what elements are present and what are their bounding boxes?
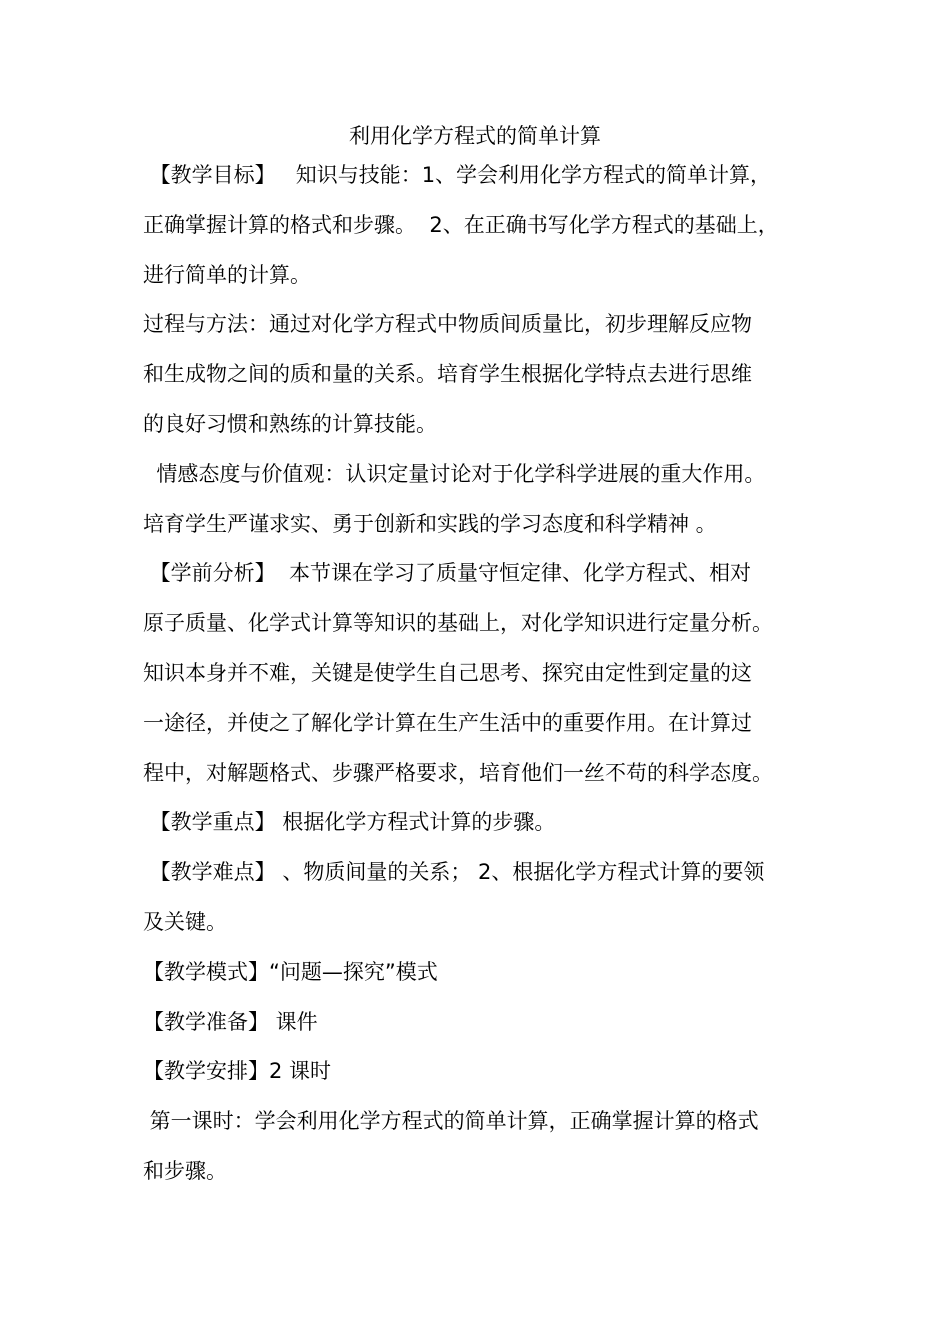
document-body: [143, 160, 813, 1206]
text-line: 【学前分析】 本节课在学习了质量守恒定律、化学方程式、相对: [143, 561, 752, 586]
text-line: 原子质量、化学式计算等知识的基础上，对化学知识进行定量分析。: [143, 611, 773, 636]
text-line: 过程与方法：通过对化学方程式中物质间质量比，初步理解反应物: [143, 312, 752, 337]
text-line: 和生成物之间的质和量的关系。培育学生根据化学特点去进行思维: [143, 362, 752, 387]
text-line: 【教学重点】 根据化学方程式计算的步骤。: [143, 810, 556, 835]
text-line: 【教学准备】 课件: [143, 1009, 318, 1034]
text-line: 情感态度与价值观：认识定量讨论对于化学科学进展的重大作用。: [143, 461, 766, 486]
text-line: 及关键。: [143, 909, 227, 934]
text-line: 的良好习惯和熟练的计算技能。: [143, 411, 437, 436]
text-line: 和步骤。: [143, 1158, 227, 1183]
text-line: 培育学生严谨求实、勇于创新和实践的学习态度和科学精神 。: [143, 511, 717, 536]
text-line: 【教学安排】2 课时: [143, 1059, 332, 1084]
text-line: 【教学模式】“问题—探究”模式: [143, 959, 438, 984]
document-title: 利用化学方程式的简单计算: [349, 124, 601, 148]
text-line: 一途径，并使之了解化学计算在生产生活中的重要作用。在计算过: [143, 710, 752, 735]
text-line: 正确掌握计算的格式和步骤。 2、在正确书写化学方程式的基础上，: [143, 212, 779, 237]
text-line: 【教学难点】 、物质间量的关系； 2、根据化学方程式计算的要领: [143, 860, 765, 885]
text-line: 知识本身并不难，关键是使学生自己思考、探究由定性到定量的这: [143, 660, 752, 685]
text-line: 第一课时：学会利用化学方程式的简单计算，正确掌握计算的格式: [143, 1109, 759, 1134]
text-line: 进行简单的计算。: [143, 262, 311, 287]
text-line: 程中，对解题格式、步骤严格要求，培育他们一丝不苟的科学态度。: [143, 760, 773, 785]
text-line: 【教学目标】 知识与技能：1、学会利用化学方程式的简单计算，: [143, 163, 772, 187]
